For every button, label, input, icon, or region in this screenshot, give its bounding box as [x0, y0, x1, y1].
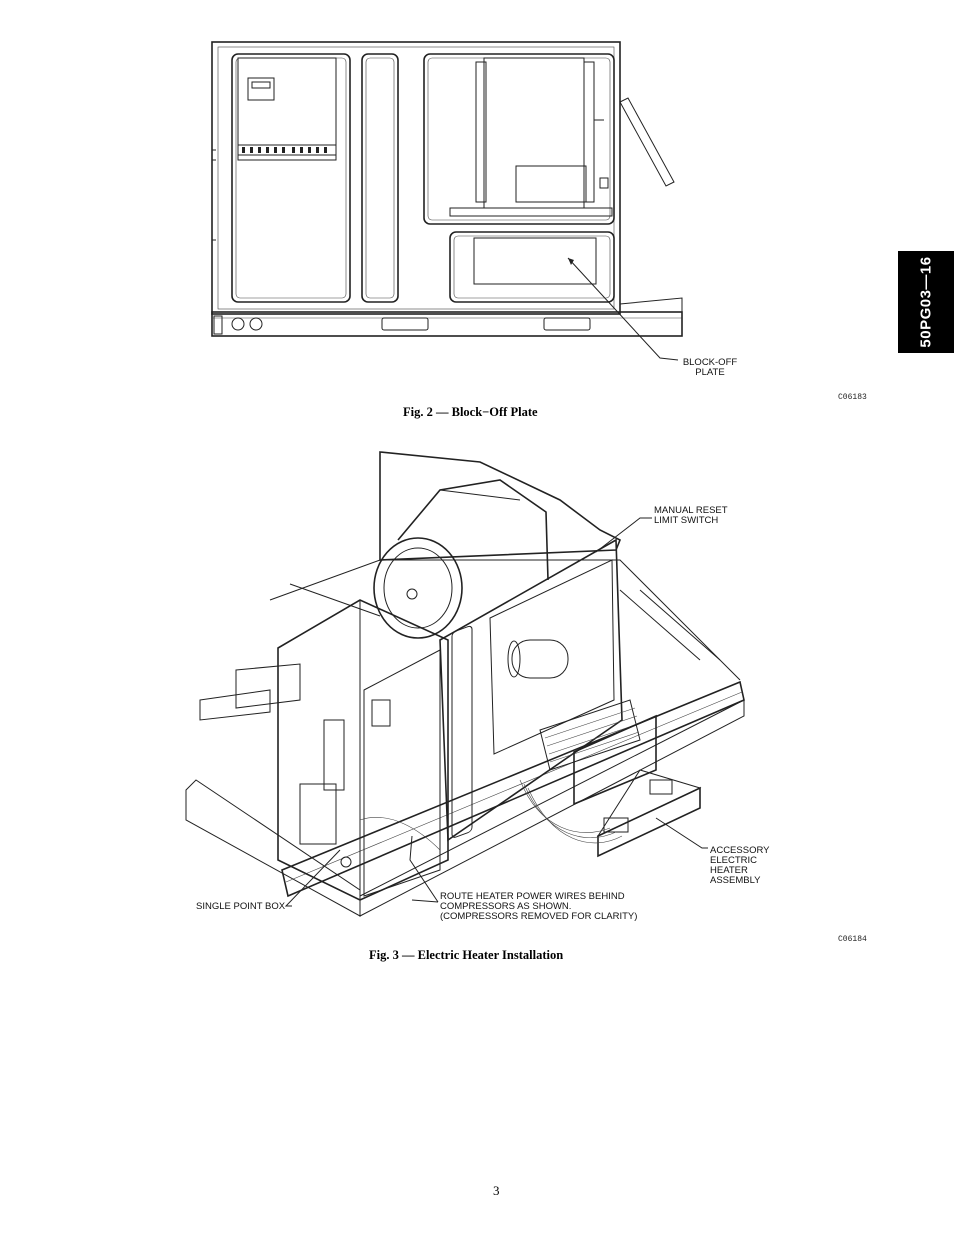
callout-line: HEATER — [710, 865, 748, 876]
callout-line: ASSEMBLY — [710, 875, 761, 886]
callout-line: ACCESSORY — [710, 845, 770, 856]
heater-assembly-callout — [710, 846, 769, 886]
route-wires-callout — [440, 892, 637, 922]
block-off-plate-callout — [674, 358, 746, 378]
figure-3-caption: Fig. 3 — Electric Heater Installation — [369, 948, 564, 962]
callout-line: ELECTRIC — [710, 855, 757, 866]
callout-line: COMPRESSORS AS SHOWN. — [440, 901, 572, 912]
figure-3-code: C06184 — [838, 935, 867, 944]
callout-line: BLOCK-OFF — [682, 357, 738, 368]
page-number: 3 — [493, 1183, 500, 1198]
section-tab-label: 50PG03—16 — [917, 256, 935, 348]
callout-line: ROUTE HEATER POWER WIRES BEHIND — [440, 891, 625, 902]
figure-2-code: C06183 — [838, 393, 867, 402]
callout-line: PLATE — [695, 367, 725, 378]
callout-line: MANUAL RESET — [654, 505, 728, 516]
limit-switch-callout — [654, 506, 728, 526]
single-point-box-callout: SINGLE POINT BOX — [196, 901, 286, 912]
callout-line: LIMIT SWITCH — [654, 515, 719, 526]
callout-line: (COMPRESSORS REMOVED FOR CLARITY) — [440, 911, 638, 922]
figure-2-caption: Fig. 2 — Block−Off Plate — [403, 405, 538, 419]
